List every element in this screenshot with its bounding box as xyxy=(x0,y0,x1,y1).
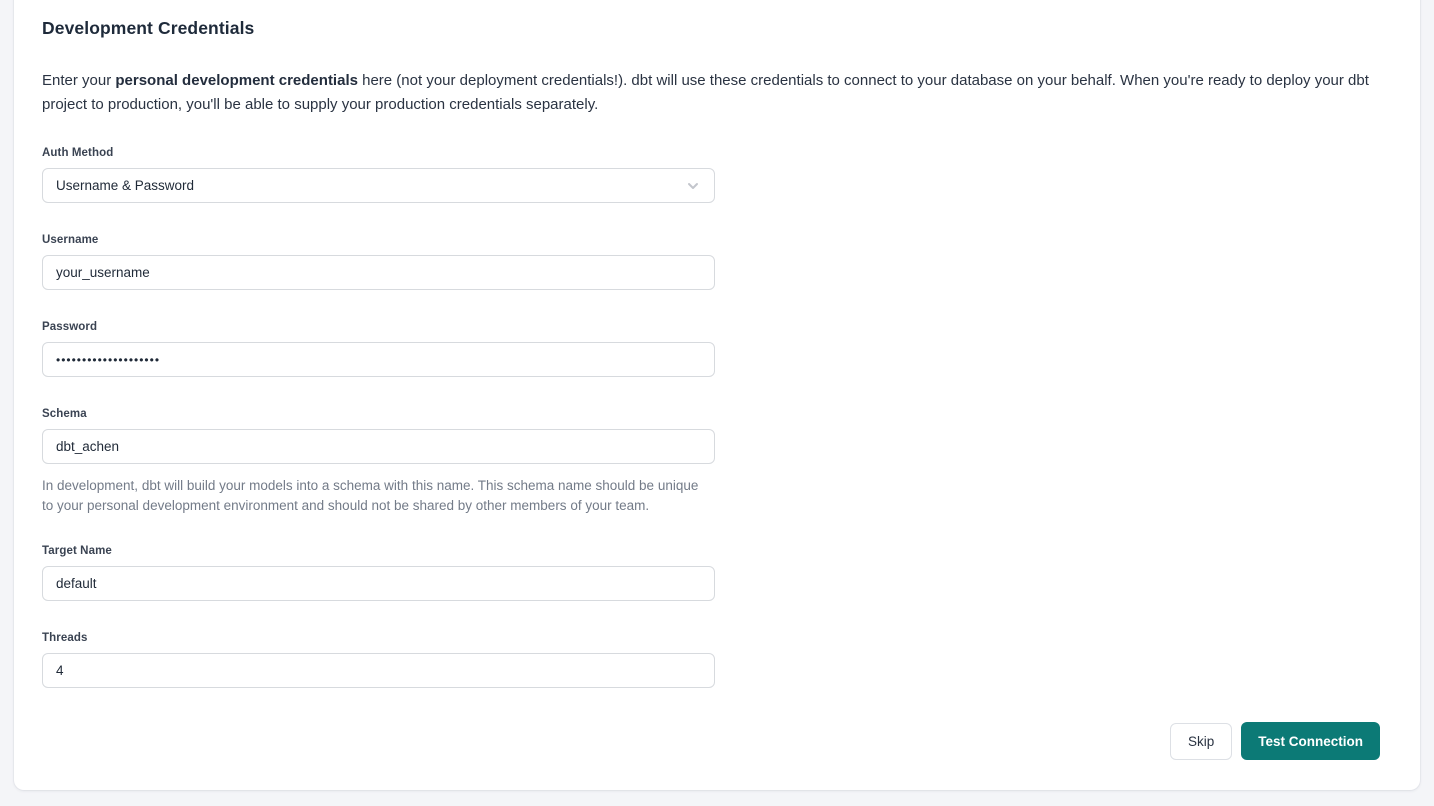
field-threads xyxy=(42,632,1380,688)
field-schema xyxy=(42,408,1380,516)
target-name-label: Target Name xyxy=(42,545,112,557)
schema-label: Schema xyxy=(42,408,87,420)
target-name-input[interactable] xyxy=(42,566,715,601)
chevron-down-icon xyxy=(685,178,701,194)
username-label: Username xyxy=(42,234,99,246)
threads-input[interactable] xyxy=(42,653,715,688)
schema-help-text: In development, dbt will build your models into a schema with this name. This schema name should be unique to your personal development environment and should not be shared by other members of your team. xyxy=(42,478,699,513)
field-password xyxy=(42,321,1380,377)
schema-input[interactable] xyxy=(42,429,715,464)
skip-button[interactable]: Skip xyxy=(1170,723,1232,760)
auth-method-label: Auth Method xyxy=(42,147,114,159)
username-input[interactable] xyxy=(42,255,715,290)
auth-method-selected-value: Username & Password xyxy=(56,178,195,193)
password-input[interactable] xyxy=(42,342,715,377)
password-label: Password xyxy=(42,321,98,333)
credentials-card xyxy=(14,0,1420,790)
field-target-name xyxy=(42,545,1380,601)
field-username xyxy=(42,234,1380,290)
page-title: Development Credentials xyxy=(42,18,255,38)
intro-post: here (not your deployment credentials!). dbt will use these credentials to connect to your database on your behalf. When you're ready to deploy your dbt project to production, you'll be able to supply your production credentials separately. xyxy=(42,72,1369,113)
intro-pre: Enter your xyxy=(42,72,116,89)
intro-text xyxy=(42,69,1380,117)
form-actions xyxy=(1170,722,1380,760)
intro-bold: personal development credentials xyxy=(115,72,358,89)
auth-method-select[interactable] xyxy=(42,168,715,203)
threads-label: Threads xyxy=(42,632,88,644)
field-auth-method xyxy=(42,147,1380,203)
test-connection-button[interactable]: Test Connection xyxy=(1241,722,1380,760)
